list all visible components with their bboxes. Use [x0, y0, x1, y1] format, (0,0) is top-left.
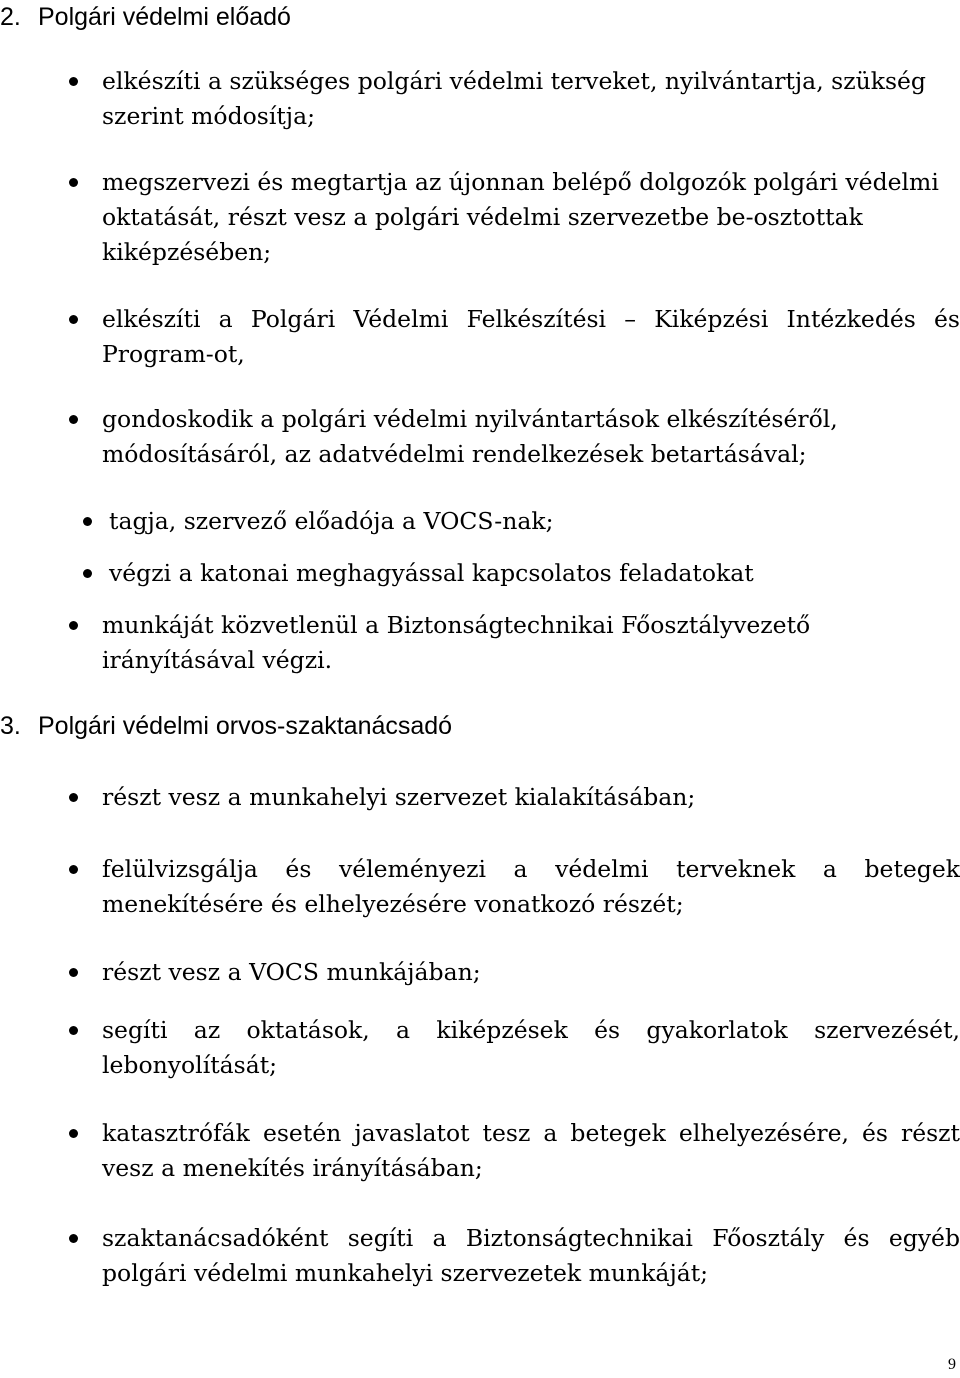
- section-number: 3.: [0, 712, 21, 740]
- list-item-text: katasztrófák esetén javaslatot tesz a betegek elhelyezésére, és részt vesz a menekítés irányításában;: [102, 1119, 960, 1182]
- bullet-icon: [69, 793, 78, 802]
- bullet-icon: [69, 621, 78, 630]
- section-title: Polgári védelmi orvos-szaktanácsadó: [38, 712, 453, 740]
- list-item-text: elkészíti a Polgári Védelmi Felkészítési – Kiképzési Intézkedés és Program-ot,: [102, 305, 960, 368]
- bullet-icon: [69, 1129, 78, 1138]
- bullet-icon: [69, 178, 78, 187]
- list-item-text: elkészíti a szükséges polgári védelmi terveket, nyilvántartja, szükség szerint módosítja;: [102, 67, 926, 130]
- section-heading-3: [0, 709, 452, 743]
- bullet-icon: [69, 865, 78, 874]
- bullet-icon: [69, 968, 78, 977]
- list-item-text: felülvizsgálja és véleményezi a védelmi terveknek a betegek menekítésére és elhelyezésére vonatkozó részét;: [102, 855, 960, 918]
- list-item-text: tagja, szervező előadója a VOCS-nak;: [109, 507, 554, 535]
- page-number: 9: [948, 1356, 956, 1373]
- list-item-text: megszervezi és megtartja az újonnan belépő dolgozók polgári védelmi oktatását, részt vesz a polgári védelmi szervezetbe be-osztottak kiképzésében;: [102, 168, 939, 266]
- list-item-text: munkáját közvetlenül a Biztonságtechnikai Főosztályvezető irányításával végzi.: [102, 611, 811, 674]
- list-item-text: segíti az oktatások, a kiképzések és gyakorlatok szervezését, lebonyolítását;: [102, 1016, 960, 1079]
- section-title: Polgári védelmi előadó: [38, 3, 291, 31]
- section-number: 2.: [0, 3, 21, 31]
- bullet-icon: [69, 315, 78, 324]
- list-item-text: gondoskodik a polgári védelmi nyilvántartások elkészítéséről, módosításáról, az adatvédelmi rendelkezések betartásával;: [102, 405, 838, 468]
- bullet-icon: [69, 77, 78, 86]
- list-item-text: részt vesz a munkahelyi szervezet kialakításában;: [102, 783, 696, 811]
- bullet-icon: [83, 517, 92, 526]
- list-item-text: végzi a katonai meghagyással kapcsolatos feladatokat: [109, 559, 754, 587]
- bullet-icon: [69, 415, 78, 424]
- bullet-icon: [69, 1234, 78, 1243]
- bullet-icon: [69, 1026, 78, 1035]
- section-heading-2: [0, 0, 291, 34]
- list-item-text: szaktanácsadóként segíti a Biztonságtechnikai Főosztály és egyéb polgári védelmi munkahelyi szervezetek munkáját;: [102, 1224, 960, 1287]
- list-item-text: részt vesz a VOCS munkájában;: [102, 958, 481, 986]
- bullet-icon: [83, 569, 92, 578]
